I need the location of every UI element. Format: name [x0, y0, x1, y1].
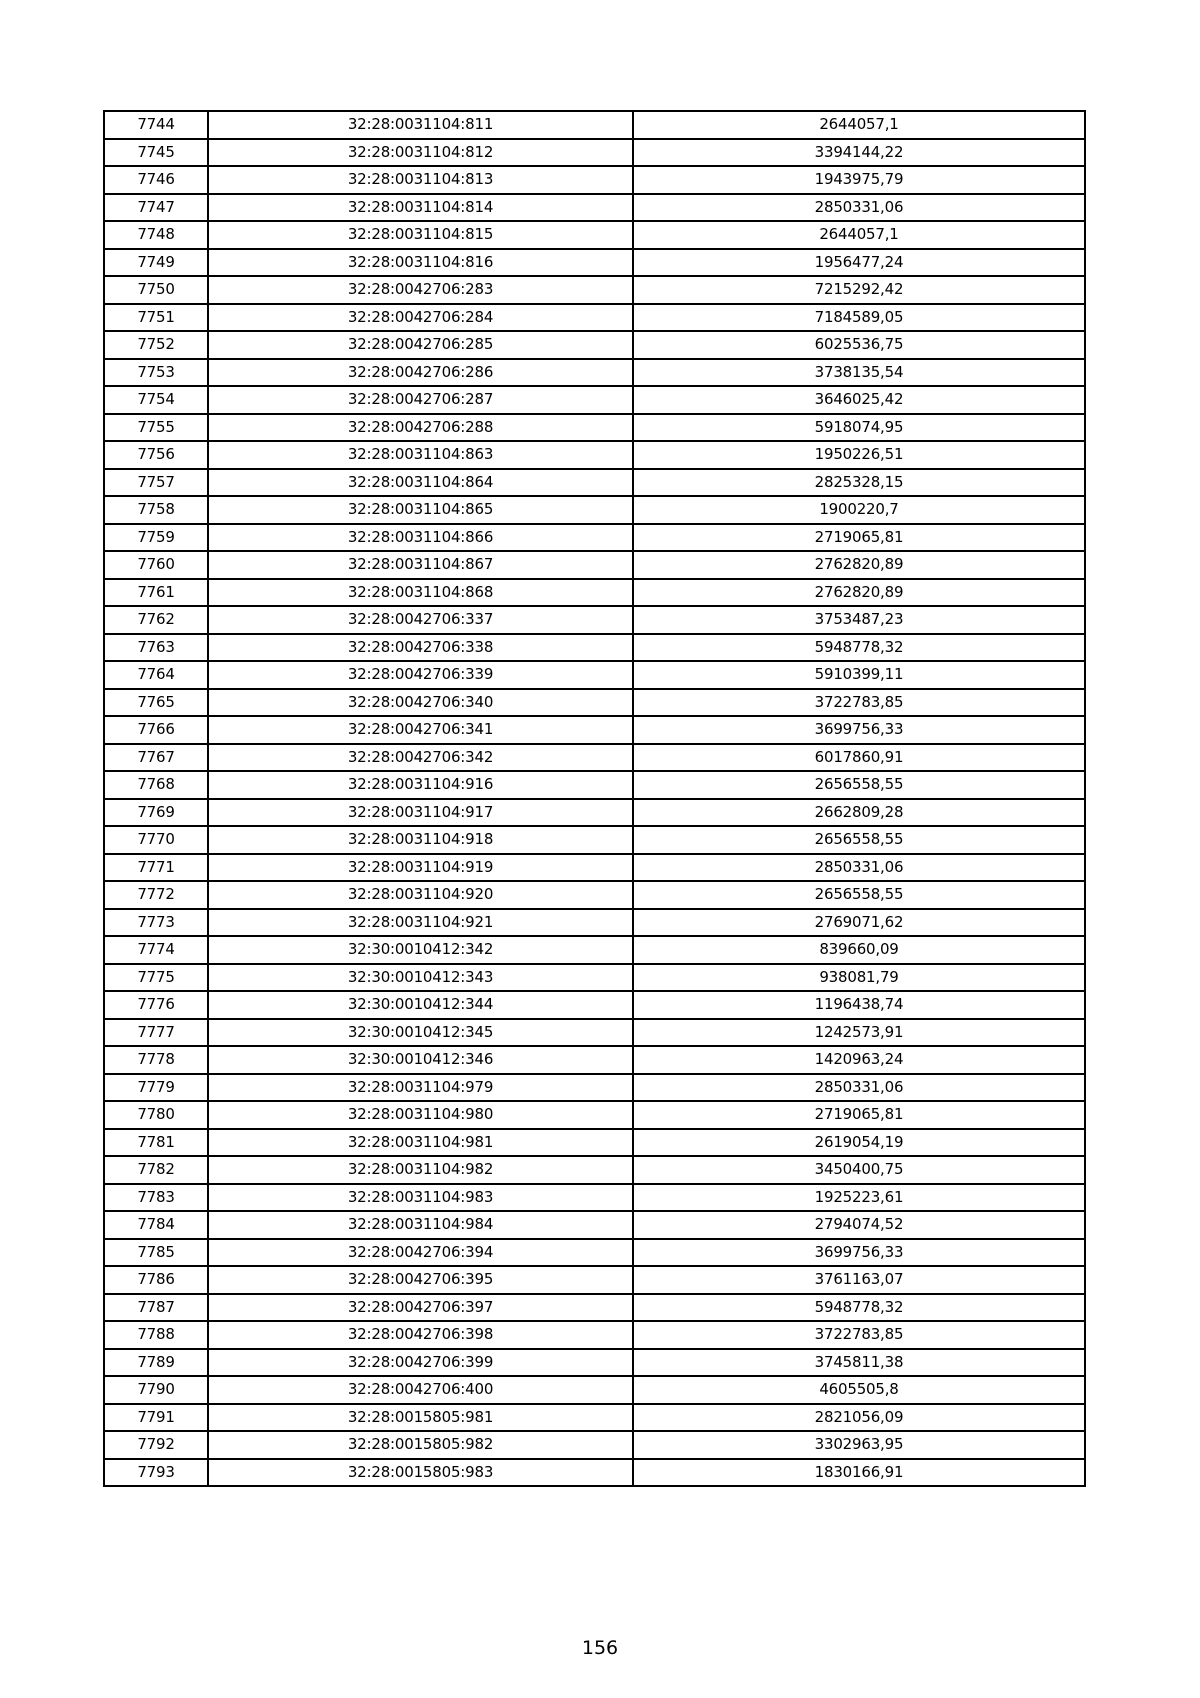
cadastral-number-cell: 32:28:0015805:981	[208, 1404, 633, 1432]
cadastral-number-cell: 32:28:0031104:815	[208, 221, 633, 249]
cadastral-value-cell: 2719065,81	[633, 524, 1085, 552]
row-number-cell: 7751	[104, 304, 208, 332]
table-row	[104, 166, 1085, 194]
cadastral-value-cell: 5948778,32	[633, 1294, 1085, 1322]
row-number-cell: 7745	[104, 139, 208, 167]
cadastral-number-cell: 32:28:0042706:399	[208, 1349, 633, 1377]
cadastral-value-cell: 3738135,54	[633, 359, 1085, 387]
table-row	[104, 139, 1085, 167]
cadastral-number-cell: 32:28:0042706:288	[208, 414, 633, 442]
cadastral-number-cell: 32:28:0031104:981	[208, 1129, 633, 1157]
row-number-cell: 7785	[104, 1239, 208, 1267]
table-row	[104, 1459, 1085, 1487]
cadastral-value-cell: 938081,79	[633, 964, 1085, 992]
row-number-cell: 7779	[104, 1074, 208, 1102]
cadastral-number-cell: 32:28:0031104:864	[208, 469, 633, 497]
row-number-cell: 7789	[104, 1349, 208, 1377]
cadastral-number-cell: 32:28:0042706:339	[208, 661, 633, 689]
table-row	[104, 496, 1085, 524]
row-number-cell: 7774	[104, 936, 208, 964]
cadastral-value-cell: 6017860,91	[633, 744, 1085, 772]
cadastral-value-cell: 2762820,89	[633, 551, 1085, 579]
row-number-cell: 7792	[104, 1431, 208, 1459]
cadastral-number-cell: 32:28:0031104:814	[208, 194, 633, 222]
row-number-cell: 7776	[104, 991, 208, 1019]
cadastral-number-cell: 32:28:0031104:921	[208, 909, 633, 937]
cadastral-value-cell: 2656558,55	[633, 771, 1085, 799]
cadastral-value-cell: 2656558,55	[633, 826, 1085, 854]
table-row	[104, 1239, 1085, 1267]
page-number: 156	[581, 1637, 619, 1659]
cadastral-value-cell: 3450400,75	[633, 1156, 1085, 1184]
cadastral-number-cell: 32:28:0031104:918	[208, 826, 633, 854]
table-row	[104, 1019, 1085, 1047]
table-row	[104, 249, 1085, 277]
row-number-cell: 7756	[104, 441, 208, 469]
row-number-cell: 7744	[104, 111, 208, 139]
cadastral-number-cell: 32:30:0010412:345	[208, 1019, 633, 1047]
cadastral-number-cell: 32:28:0031104:982	[208, 1156, 633, 1184]
cadastral-value-cell: 2762820,89	[633, 579, 1085, 607]
cadastral-value-cell: 5910399,11	[633, 661, 1085, 689]
row-number-cell: 7748	[104, 221, 208, 249]
table-row	[104, 634, 1085, 662]
cadastral-value-cell: 2769071,62	[633, 909, 1085, 937]
cadastral-value-cell: 839660,09	[633, 936, 1085, 964]
cadastral-value-cell: 2850331,06	[633, 1074, 1085, 1102]
cadastral-number-cell: 32:28:0031104:919	[208, 854, 633, 882]
table-row	[104, 1404, 1085, 1432]
cadastral-value-cell: 3699756,33	[633, 1239, 1085, 1267]
table-row	[104, 881, 1085, 909]
table-row	[104, 771, 1085, 799]
table-row	[104, 111, 1085, 139]
table-row	[104, 716, 1085, 744]
cadastral-value-cell: 5948778,32	[633, 634, 1085, 662]
table-row	[104, 1046, 1085, 1074]
cadastral-number-cell: 32:30:0010412:346	[208, 1046, 633, 1074]
table-row	[104, 936, 1085, 964]
cadastral-number-cell: 32:28:0031104:917	[208, 799, 633, 827]
cadastral-number-cell: 32:28:0042706:342	[208, 744, 633, 772]
cadastral-value-cell: 3646025,42	[633, 386, 1085, 414]
table-row	[104, 744, 1085, 772]
cadastral-number-cell: 32:28:0031104:984	[208, 1211, 633, 1239]
row-number-cell: 7769	[104, 799, 208, 827]
row-number-cell: 7753	[104, 359, 208, 387]
row-number-cell: 7782	[104, 1156, 208, 1184]
cadastral-number-cell: 32:28:0015805:982	[208, 1431, 633, 1459]
table-body	[104, 111, 1085, 1486]
table-row	[104, 661, 1085, 689]
table-row	[104, 469, 1085, 497]
cadastral-value-cell: 2662809,28	[633, 799, 1085, 827]
row-number-cell: 7749	[104, 249, 208, 277]
table-row	[104, 1156, 1085, 1184]
table-row	[104, 414, 1085, 442]
cadastral-value-cell: 2656558,55	[633, 881, 1085, 909]
table-row	[104, 1129, 1085, 1157]
row-number-cell: 7775	[104, 964, 208, 992]
cadastral-value-cell: 3753487,23	[633, 606, 1085, 634]
table-row	[104, 1266, 1085, 1294]
cadastral-value-cell: 1925223,61	[633, 1184, 1085, 1212]
table-row	[104, 386, 1085, 414]
row-number-cell: 7761	[104, 579, 208, 607]
cadastral-value-cell: 2719065,81	[633, 1101, 1085, 1129]
row-number-cell: 7786	[104, 1266, 208, 1294]
cadastral-number-cell: 32:28:0031104:866	[208, 524, 633, 552]
cadastral-number-cell: 32:30:0010412:343	[208, 964, 633, 992]
cadastral-value-cell: 2821056,09	[633, 1404, 1085, 1432]
row-number-cell: 7783	[104, 1184, 208, 1212]
cadastral-value-table	[103, 110, 1086, 1487]
cadastral-value-cell: 3761163,07	[633, 1266, 1085, 1294]
cadastral-number-cell: 32:28:0031104:916	[208, 771, 633, 799]
cadastral-number-cell: 32:28:0042706:395	[208, 1266, 633, 1294]
cadastral-number-cell: 32:28:0042706:400	[208, 1376, 633, 1404]
cadastral-value-cell: 3699756,33	[633, 716, 1085, 744]
row-number-cell: 7762	[104, 606, 208, 634]
cadastral-number-cell: 32:28:0042706:285	[208, 331, 633, 359]
table-row	[104, 441, 1085, 469]
cadastral-number-cell: 32:28:0031104:863	[208, 441, 633, 469]
table-row	[104, 689, 1085, 717]
table-row	[104, 1376, 1085, 1404]
cadastral-number-cell: 32:30:0010412:342	[208, 936, 633, 964]
table-row	[104, 524, 1085, 552]
cadastral-value-cell: 3722783,85	[633, 1321, 1085, 1349]
cadastral-value-cell: 2850331,06	[633, 194, 1085, 222]
cadastral-number-cell: 32:28:0031104:811	[208, 111, 633, 139]
cadastral-number-cell: 32:28:0031104:983	[208, 1184, 633, 1212]
cadastral-value-cell: 3745811,38	[633, 1349, 1085, 1377]
cadastral-value-cell: 3394144,22	[633, 139, 1085, 167]
cadastral-value-cell: 2644057,1	[633, 111, 1085, 139]
cadastral-number-cell: 32:28:0042706:283	[208, 276, 633, 304]
table-row	[104, 1184, 1085, 1212]
table-row	[104, 1074, 1085, 1102]
row-number-cell: 7768	[104, 771, 208, 799]
cadastral-value-cell: 6025536,75	[633, 331, 1085, 359]
cadastral-number-cell: 32:28:0042706:284	[208, 304, 633, 332]
cadastral-value-cell: 2850331,06	[633, 854, 1085, 882]
cadastral-number-cell: 32:28:0042706:340	[208, 689, 633, 717]
cadastral-value-cell: 2825328,15	[633, 469, 1085, 497]
cadastral-number-cell: 32:28:0031104:979	[208, 1074, 633, 1102]
cadastral-number-cell: 32:28:0042706:337	[208, 606, 633, 634]
cadastral-value-cell: 1196438,74	[633, 991, 1085, 1019]
cadastral-number-cell: 32:28:0042706:397	[208, 1294, 633, 1322]
cadastral-value-cell: 1242573,91	[633, 1019, 1085, 1047]
cadastral-number-cell: 32:28:0031104:865	[208, 496, 633, 524]
row-number-cell: 7780	[104, 1101, 208, 1129]
table-row	[104, 579, 1085, 607]
cadastral-value-cell: 3302963,95	[633, 1431, 1085, 1459]
cadastral-number-cell: 32:30:0010412:344	[208, 991, 633, 1019]
table-row	[104, 359, 1085, 387]
table-row	[104, 1431, 1085, 1459]
row-number-cell: 7781	[104, 1129, 208, 1157]
row-number-cell: 7790	[104, 1376, 208, 1404]
row-number-cell: 7752	[104, 331, 208, 359]
cadastral-value-cell: 2644057,1	[633, 221, 1085, 249]
table-row	[104, 606, 1085, 634]
row-number-cell: 7747	[104, 194, 208, 222]
cadastral-value-cell: 1900220,7	[633, 496, 1085, 524]
table-row	[104, 826, 1085, 854]
table-row	[104, 276, 1085, 304]
table-row	[104, 1349, 1085, 1377]
cadastral-number-cell: 32:28:0031104:867	[208, 551, 633, 579]
table-row	[104, 551, 1085, 579]
table-row	[104, 991, 1085, 1019]
row-number-cell: 7767	[104, 744, 208, 772]
cadastral-number-cell: 32:28:0042706:287	[208, 386, 633, 414]
row-number-cell: 7787	[104, 1294, 208, 1322]
table-row	[104, 194, 1085, 222]
cadastral-number-cell: 32:28:0031104:980	[208, 1101, 633, 1129]
cadastral-value-cell: 5918074,95	[633, 414, 1085, 442]
row-number-cell: 7764	[104, 661, 208, 689]
cadastral-value-cell: 7215292,42	[633, 276, 1085, 304]
row-number-cell: 7788	[104, 1321, 208, 1349]
table-row	[104, 221, 1085, 249]
row-number-cell: 7778	[104, 1046, 208, 1074]
row-number-cell: 7755	[104, 414, 208, 442]
cadastral-number-cell: 32:28:0031104:816	[208, 249, 633, 277]
cadastral-value-cell: 3722783,85	[633, 689, 1085, 717]
row-number-cell: 7791	[104, 1404, 208, 1432]
cadastral-number-cell: 32:28:0042706:398	[208, 1321, 633, 1349]
row-number-cell: 7758	[104, 496, 208, 524]
row-number-cell: 7765	[104, 689, 208, 717]
row-number-cell: 7771	[104, 854, 208, 882]
row-number-cell: 7793	[104, 1459, 208, 1487]
cadastral-number-cell: 32:28:0042706:286	[208, 359, 633, 387]
cadastral-number-cell: 32:28:0042706:341	[208, 716, 633, 744]
row-number-cell: 7754	[104, 386, 208, 414]
cadastral-value-cell: 1943975,79	[633, 166, 1085, 194]
cadastral-value-cell: 1950226,51	[633, 441, 1085, 469]
table-row	[104, 1321, 1085, 1349]
row-number-cell: 7750	[104, 276, 208, 304]
table-row	[104, 1101, 1085, 1129]
table-row	[104, 964, 1085, 992]
row-number-cell: 7766	[104, 716, 208, 744]
cadastral-value-cell: 1420963,24	[633, 1046, 1085, 1074]
cadastral-value-cell: 2619054,19	[633, 1129, 1085, 1157]
cadastral-value-cell: 1956477,24	[633, 249, 1085, 277]
cadastral-value-cell: 2794074,52	[633, 1211, 1085, 1239]
row-number-cell: 7777	[104, 1019, 208, 1047]
table-row	[104, 854, 1085, 882]
cadastral-number-cell: 32:28:0042706:394	[208, 1239, 633, 1267]
cadastral-value-cell: 7184589,05	[633, 304, 1085, 332]
table-row	[104, 909, 1085, 937]
table-row	[104, 304, 1085, 332]
table-row	[104, 1294, 1085, 1322]
cadastral-value-cell: 4605505,8	[633, 1376, 1085, 1404]
cadastral-number-cell: 32:28:0031104:868	[208, 579, 633, 607]
row-number-cell: 7760	[104, 551, 208, 579]
cadastral-number-cell: 32:28:0031104:813	[208, 166, 633, 194]
table-row	[104, 799, 1085, 827]
row-number-cell: 7770	[104, 826, 208, 854]
row-number-cell: 7772	[104, 881, 208, 909]
table-row	[104, 331, 1085, 359]
cadastral-value-cell: 1830166,91	[633, 1459, 1085, 1487]
row-number-cell: 7759	[104, 524, 208, 552]
row-number-cell: 7757	[104, 469, 208, 497]
cadastral-number-cell: 32:28:0031104:920	[208, 881, 633, 909]
cadastral-number-cell: 32:28:0042706:338	[208, 634, 633, 662]
row-number-cell: 7773	[104, 909, 208, 937]
row-number-cell: 7763	[104, 634, 208, 662]
row-number-cell: 7784	[104, 1211, 208, 1239]
row-number-cell: 7746	[104, 166, 208, 194]
cadastral-number-cell: 32:28:0015805:983	[208, 1459, 633, 1487]
cadastral-number-cell: 32:28:0031104:812	[208, 139, 633, 167]
table-row	[104, 1211, 1085, 1239]
